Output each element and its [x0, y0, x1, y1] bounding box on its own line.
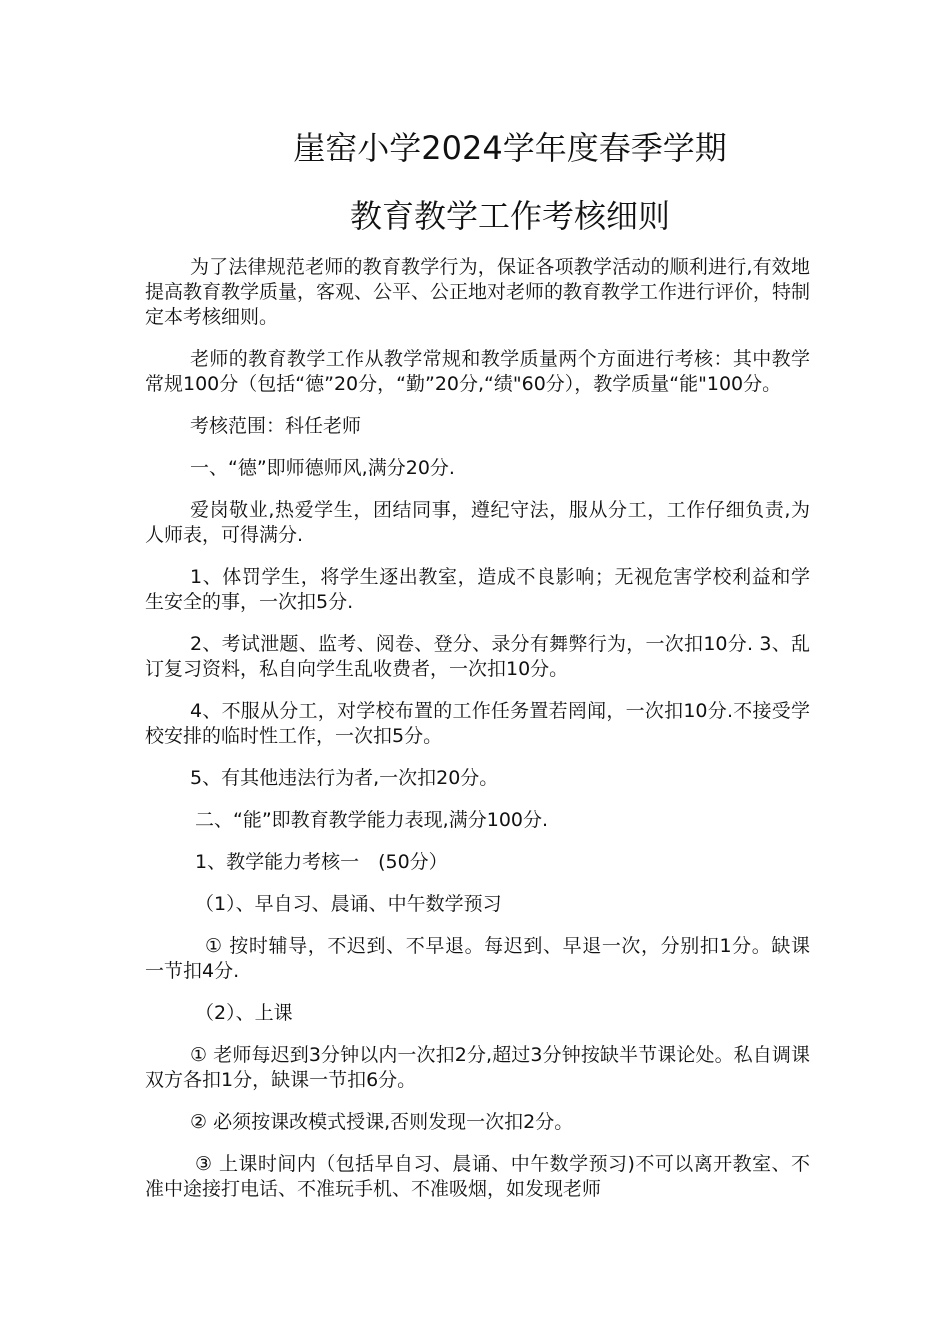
rule-item-5: 5、有其他违法行为者,一次扣20分。: [190, 767, 499, 789]
subsection-teaching-ability: 1、教学能力考核一 (50分）: [195, 851, 448, 873]
paragraph-assessment-range: 考核范围：科任老师: [190, 415, 362, 437]
rule-item-2-3: 2、考试泄题、监考、阅卷、登分、录分有舞弊行为，一次扣10分. 3、乱订复习资料，私自向学生乱收费者，一次扣10分。: [145, 633, 810, 680]
document-title: 崖窑小学2024学年度春季学期: [293, 129, 727, 167]
section-heading-de: 一、“德”即师德师风,满分20分.: [190, 457, 455, 479]
rule-punctual-tutoring: ① 按时辅导，不迟到、不早退。每迟到、早退一次，分别扣1分。缺课一节扣4分.: [145, 935, 810, 982]
rule-item-4: 4、不服从分工，对学校布置的工作任务置若罔闻，一次扣10分.不接受学校安排的临时性工作，一次扣5分。: [145, 700, 810, 747]
paragraph-assessment-scope: 老师的教育教学工作从教学常规和教学质量两个方面进行考核：其中教学常规100分（包括“德”20分，“勤”20分,“绩"60分），教学质量“能"100分。: [145, 348, 810, 395]
rule-teaching-mode: ② 必须按课改模式授课,否则发现一次扣2分。: [190, 1111, 574, 1133]
document-subtitle: 教育教学工作考核细则: [349, 197, 670, 235]
paragraph-intro: 为了法律规范老师的教育教学行为，保证各项教学活动的顺利进行,有效地提高教育教学质量，客观、公平、公正地对老师的教育教学工作进行评价，特制定本考核细则。: [145, 256, 811, 328]
subsection-class: （2）、上课: [195, 1002, 293, 1024]
section-heading-neng: 二、“能”即教育教学能力表现,满分100分.: [195, 809, 549, 831]
rule-late-to-class: ① 老师每迟到3分钟以内一次扣2分,超过3分钟按缺半节课论处。私自调课双方各扣1分，缺课一节扣6分。: [145, 1044, 810, 1091]
rule-class-conduct: ③ 上课时间内（包括早自习、晨诵、中午数学预习)不可以离开教室、不准中途接打电话、不准玩手机、不准吸烟，如发现老师: [145, 1153, 810, 1200]
paragraph-de-full-score: 爱岗敬业,热爱学生，团结同事，遵纪守法，服从分工，工作仔细负责,为人师表，可得满分.: [145, 499, 810, 546]
rule-item-1: 1、体罚学生，将学生逐出教室，造成不良影响；无视危害学校利益和学生安全的事，一次扣5分.: [145, 566, 810, 613]
document-body: [145, 255, 810, 1219]
subsection-morning-study: （1）、早自习、晨诵、中午数学预习: [195, 893, 502, 915]
